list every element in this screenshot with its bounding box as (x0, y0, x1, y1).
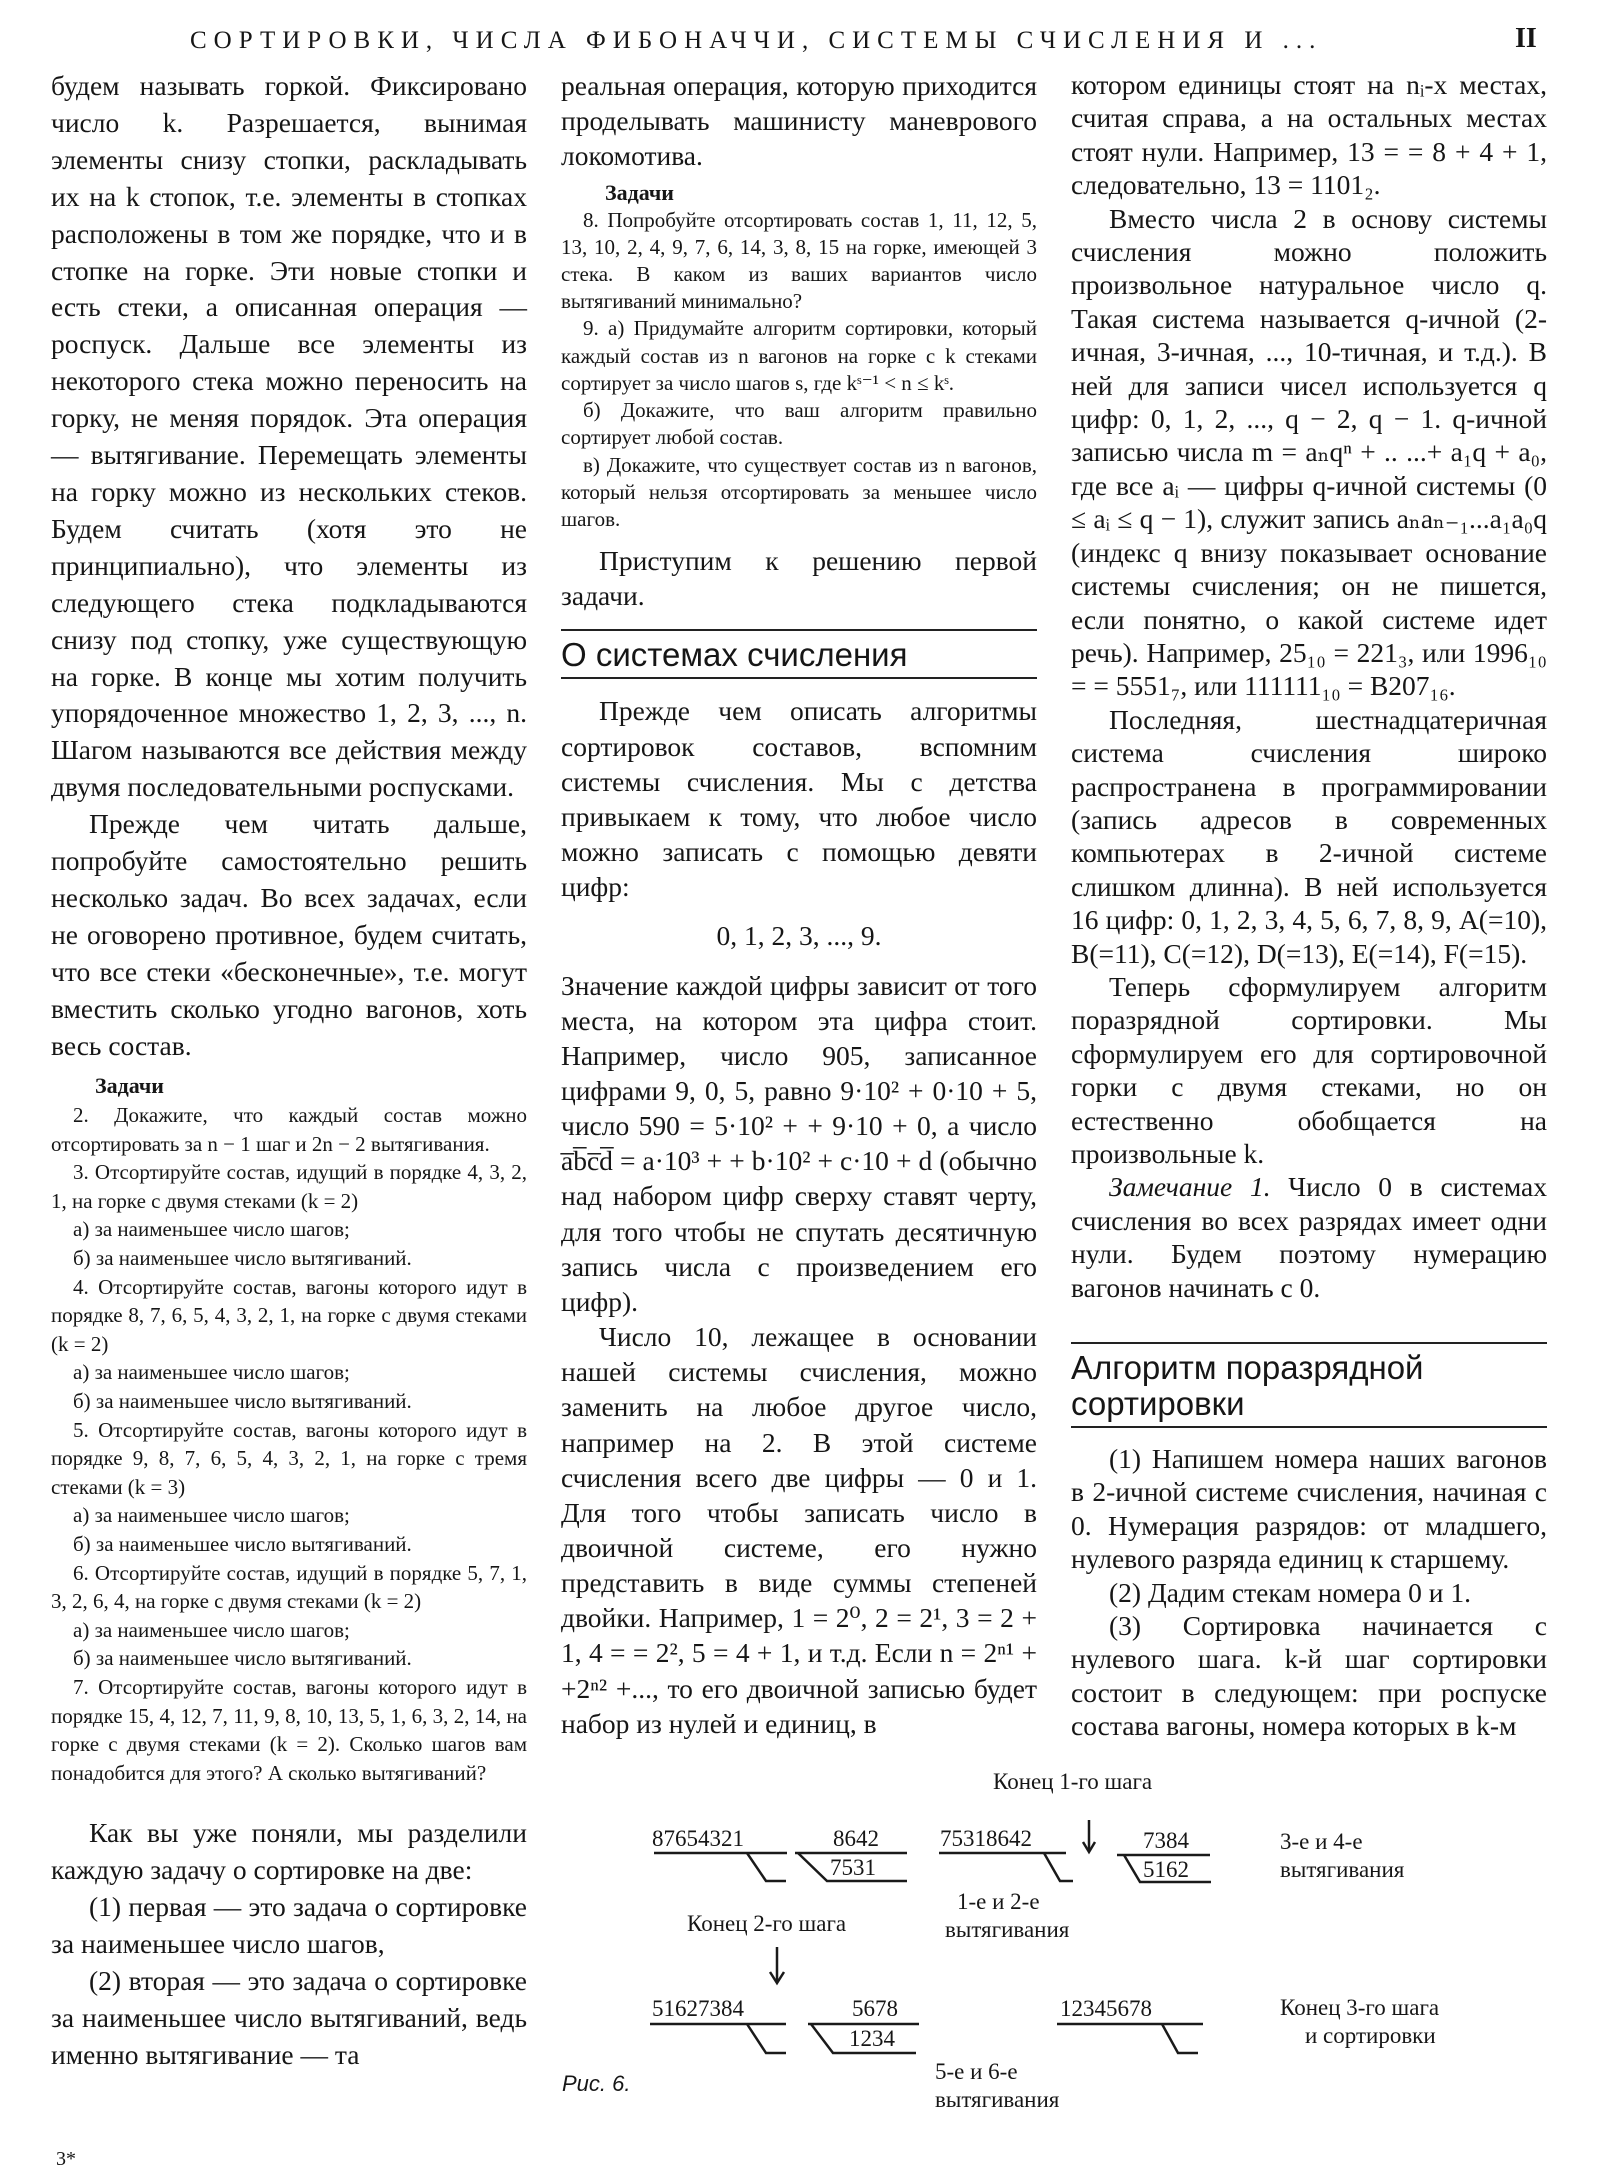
step2-label: Конец 2-го шага (687, 1911, 847, 1936)
remark-text: Число 0 в системах счисления во всех разрядах имеет одни нули. Будем поэтому нумерацию вагонов начинать с 0. (1071, 1171, 1547, 1303)
paragraph: Теперь сформулируем алгоритм поразрядной сортировки. Мы сформулируем его для сортировочной горки с двумя стеками, но он естественно обобщается на произвольные k. (1071, 970, 1547, 1169)
paragraph: Как вы уже поняли, мы разделили каждую задачу о сортировке на две: (51, 1817, 527, 1886)
step: (3) Сортировка начинается с нулевого шага. k-й шаг сортировки состоит в следующем: при роспуске состава вагоны, номера которых в k-м (1071, 1610, 1547, 1742)
page-footer-mark: 3* (56, 2148, 76, 2170)
tasks-heading: Задачи (95, 1073, 164, 1099)
pull-label: 3-е и 4-е (1280, 1829, 1363, 1854)
task: 9. а) Придумайте алгоритм сортировки, который каждый состав из n вагонов на горке с k стеками сортирует за число шагов s, где kˢ⁻¹ < n ≤ kˢ. (561, 316, 1037, 395)
paragraph: Приступим к решению первой задачи. (561, 545, 1037, 612)
running-header: СОРТИРОВКИ, ЧИСЛА ФИБОНАЧЧИ, СИСТЕМЫ СЧИСЛЕНИЯ И ... (190, 27, 1323, 54)
hill-number: 75318642 (940, 1826, 1032, 1851)
hill-number: 51627384 (652, 1996, 744, 2021)
paragraph: Последняя, шестнадцатеричная система счисления широко распространена в программировании (запись адресов в современных компьютерах в 2-ичной системе слишком длинна). В ней используется 16 цифр: 0, 1, 2, 3, 4, 5, 6, 7, 8, 9, A(=10), B(=11), C(=12), D(=13), E(=14), F(=15). (1071, 703, 1547, 969)
section-heading: О системах счисления (561, 629, 1037, 679)
task-option: б) за наименьшее число вытягиваний. (73, 1246, 412, 1271)
remark-label: Замечание 1. (1109, 1171, 1271, 1203)
paragraph: Прежде чем читать дальше, попробуйте самостоятельно решить несколько задач. Во всех задачах, если не оговорено противное, будем считать, что все стеки «бесконечные», т.е. могут вместить сколько угодно вагонов, хоть весь состав. (51, 808, 527, 1061)
task: 7. Отсортируйте состав, вагоны которого идут в порядке 15, 4, 12, 7, 11, 9, 8, 10, 13, 5, 1, 6, 3, 2, 14, на горке с двумя стеками (k = 2). Сколько шагов вам понадобится для этого? А сколько вытягиваний? (51, 1674, 527, 1785)
paragraph: Прежде чем описать алгоритмы сортировок составов, вспомним системы счисления. Мы с детства привыкаем к тому, что любое число можно записать с помощью девяти цифр: (561, 695, 1037, 903)
stack-number: 7384 (1143, 1828, 1189, 1853)
task: 6. Отсортируйте состав, идущий в порядке 5, 7, 1, 3, 2, 6, 4, на горке с двумя стеками (k = 2) (51, 1560, 527, 1614)
step1-label: Конец 1-го шага (993, 1769, 1153, 1794)
stack-number: 1234 (849, 2026, 895, 2051)
paragraph: (1) первая — это задача о сортировке за наименьшее число шагов, (51, 1891, 527, 1960)
hill-row1-a (654, 1853, 787, 1881)
paragraph: Вместо числа 2 в основу системы счисления можно положить произвольное натуральное число q. Такая система называется q-ичной (2-ичная, 3-ичная, ..., 10-тичная, и т.д.). В ней для записи чисел используется q цифр: 0, 1, 2, ..., q − 2, q − 1. q-ичной записью числа m = aₙqⁿ + .. ...+ a₁q + a₀, где все aᵢ — цифры q-ичной системы (0 ≤ aᵢ ≤ q − 1), служит запись aₙaₙ₋₁...a₁a₀q (индекс q внизу показывает основание системы счисления; он не пишется, если понятно, о какой системе идет речь). Например, 25₁₀ = 221₃, или 1996₁₀ = = 5551₇, или 111111₁₀ = B207₁₆. (1071, 202, 1547, 702)
paragraph: (2) вторая — это задача о сортировке за наименьшее число вытягиваний, ведь именно вытягивание — та (51, 1964, 527, 2070)
task: 3. Отсортируйте состав, идущий в порядке 4, 3, 2, 1, на горке с двумя стеками (k = 2) (51, 1160, 527, 1213)
arrow-down-icon (1083, 1820, 1095, 1852)
tasks-heading: Задачи (605, 180, 674, 206)
stack-number: 5678 (852, 1996, 898, 2021)
hill-row2-a (650, 2024, 786, 2053)
stack-number: 7531 (830, 1855, 876, 1880)
task-option: а) за наименьшее число шагов; (73, 1617, 350, 1642)
hill-number: 12345678 (1060, 1996, 1152, 2021)
paragraph: Значение каждой цифры зависит от того места, на котором эта цифра стоит. Например, число 905, записанное цифрами 9, 0, 5, равно 9·10² + 0·10 + 5, число 590 = 5·10² + + 9·10 + 0, а число a̅b̅c̅d̅ = a·10³ + + b·10² + c·10 + d (обычно над набором цифр сверху ставят черту, для того чтобы не спутать десятичную запись числа с произведением его цифр). (561, 969, 1037, 1317)
stack-number: 8642 (833, 1826, 879, 1851)
task: б) Докажите, что ваш алгоритм правильно сортирует любой состав. (561, 398, 1037, 450)
pull-label: 1-е и 2-е (957, 1889, 1040, 1914)
step3-label: и сортировки (1305, 2023, 1436, 2048)
task-option: а) за наименьшее число шагов; (73, 1503, 350, 1528)
hill-row2-b (1057, 2024, 1203, 2053)
paragraph: реальная операция, которую приходится проделывать машинисту маневрового локомотива. (561, 70, 1037, 172)
task: 4. Отсортируйте состав, вагоны которого идут в порядке 8, 7, 6, 5, 4, 3, 2, 1, на горке с двумя стеками (k = 2) (51, 1274, 527, 1356)
step: (2) Дадим стекам номера 0 и 1. (1109, 1576, 1471, 1608)
task-option: б) за наименьшее число вытягиваний. (73, 1531, 412, 1556)
pull-label: вытягивания (945, 1917, 1070, 1942)
pull-label: 5-е и 6-е (935, 2059, 1018, 2084)
hill-number: 87654321 (652, 1826, 744, 1851)
step3-label: Конец 3-го шага (1280, 1995, 1440, 2020)
pull-label: вытягивания (1280, 1857, 1405, 1882)
task-option: а) за наименьшее число шагов; (73, 1360, 350, 1385)
task-option: б) за наименьшее число вытягиваний. (73, 1646, 412, 1671)
figure-caption: Рис. 6. (562, 2071, 631, 2096)
task: 5. Отсортируйте состав, вагоны которого идут в порядке 9, 8, 7, 6, 5, 4, 3, 2, 1, на горке с тремя стеками (k = 3) (51, 1417, 527, 1499)
task: в) Докажите, что существует состав из n вагонов, который нельзя отсортировать за меньшее число шагов. (561, 452, 1037, 531)
task: 8. Попробуйте отсортировать состав 1, 11, 12, 5, 13, 10, 2, 4, 9, 7, 6, 14, 3, 8, 15 на горке, имеющей 3 стека. В каком из ваших вариантов число вытягиваний минимально? (561, 207, 1037, 314)
stack-number: 5162 (1143, 1857, 1189, 1882)
hill-row1-b (939, 1853, 1073, 1881)
chapter-mark: II (1515, 23, 1537, 54)
section-heading: Алгоритм поразрядной сортировки (1071, 1342, 1547, 1428)
paragraph: будем называть горкой. Фиксировано число k. Разрешается, вынимая элементы снизу стопки, раскладывать их на k стопок, т.е. элементы в стопках расположены в том же порядке, что и в стопке на горке. Эти новые стопки и есть стеки, а описанная операция — роспуск. Дальше все элементы из некоторого стека можно переносить на горку, не меняя порядок. Эта операция — вытягивание. Перемещать элементы на горку можно из нескольких стеков. Будем считать (хотя это не принципиально), что элементы из следующего стека подкладываются снизу под стопку, уже существующую на горке. В конце мы хотим получить упорядоченное множество 1, 2, 3, ..., n. Шагом называются все действия между двумя последовательными роспусками. (51, 70, 527, 803)
paragraph: котором единицы стоят на nᵢ-х местах, считая справа, а на остальных местах стоят нули. Например, 13 = = 8 + 4 + 1, следовательно, 13 = 1101₂. (1071, 69, 1547, 201)
task: 2. Докажите, что каждый состав можно отсортировать за n − 1 шаг и 2n − 2 вытягивания. (51, 1103, 527, 1156)
pull-label: вытягивания (935, 2087, 1060, 2112)
task-option: а) за наименьшее число шагов; (73, 1217, 350, 1242)
task-option: б) за наименьшее число вытягиваний. (73, 1389, 412, 1413)
paragraph: Число 10, лежащее в основании нашей системы счисления, можно заменить на любое другое число, например на 2. В этой системе счисления всего две цифры — 0 и 1. Для того чтобы записать число в двоичной системе, его нужно представить в виде суммы степеней двойки. Например, 1 = 2⁰, 2 = 2¹, 3 = 2 + 1, 4 = = 2², 5 = 4 + 1, и т.д. Если n = 2ⁿ¹ + +2ⁿ² +..., то его двоичной записью будет набор из нулей и единиц, в (561, 1321, 1037, 1739)
arrow-down-icon (770, 1947, 784, 1983)
step: (1) Напишем номера наших вагонов в 2-ичной системе счисления, начиная с 0. Нумерация разрядов: от младшего, нулевого разряда единиц к старшему. (1071, 1443, 1547, 1575)
formula: 0, 1, 2, 3, ..., 9. (716, 920, 882, 952)
